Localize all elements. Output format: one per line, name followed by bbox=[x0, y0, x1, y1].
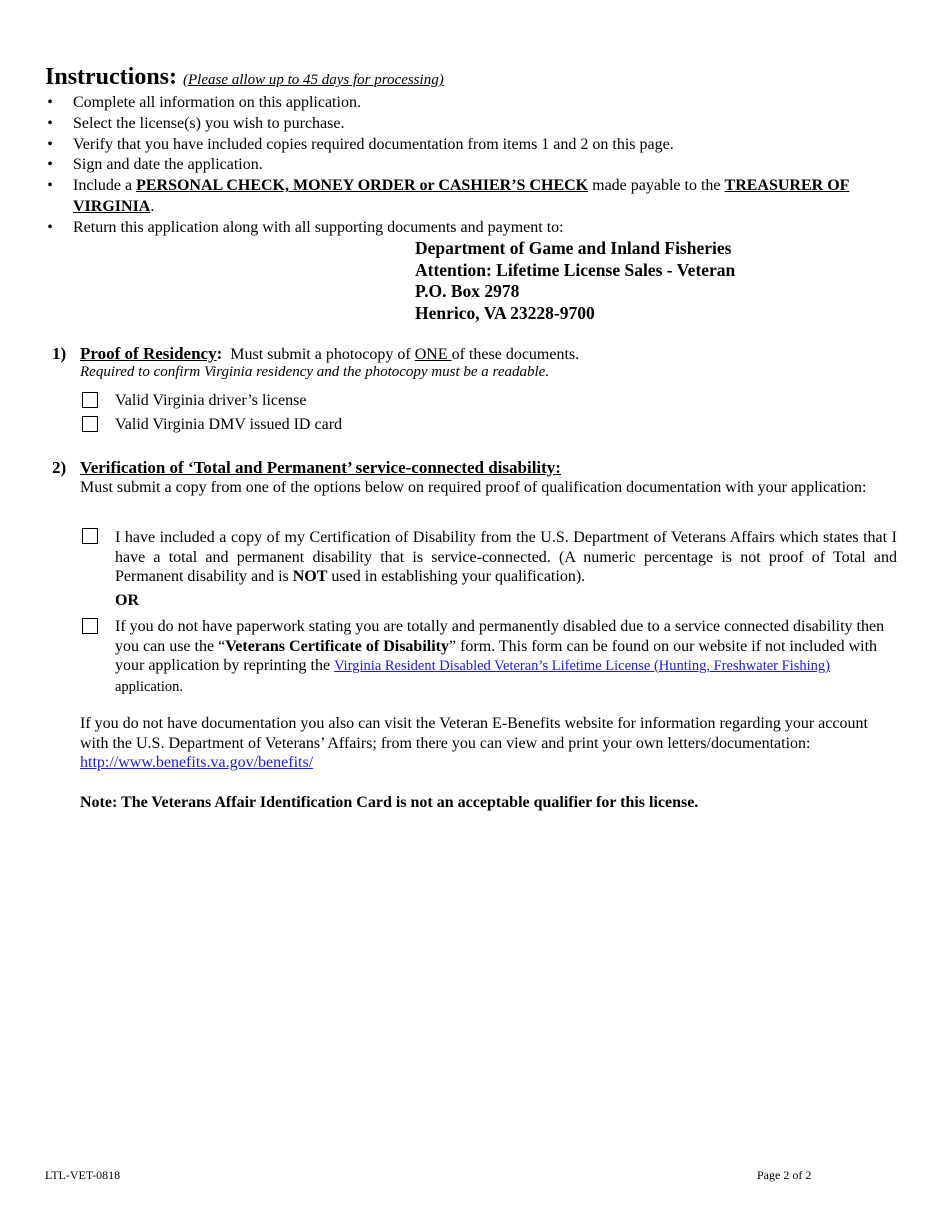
dmv-id-checkbox[interactable] bbox=[82, 416, 98, 432]
va-certification-label: I have included a copy of my Certification of Disability from the U.S. Department of Veterans Affairs which states that I have a total and permanent disability that is service-connected. (A numeric percentage is not proof of Total and Permanent disability and is NOT used in establishing your qualification). bbox=[115, 529, 897, 585]
disabled-veteran-license-link[interactable]: Virginia Resident Disabled Veteran’s Lifetime License (Hunting, Freshwater Fishing) bbox=[334, 658, 830, 674]
mailing-address: Department of Game and Inland Fisheries Attention: Lifetime License Sales - Veteran P.O. Box 2978 Henrico, VA 23228-9700 bbox=[415, 238, 736, 323]
list-item-return: • Return this application along with all supporting documents and payment to: bbox=[45, 218, 907, 239]
bullet-icon: • bbox=[47, 156, 53, 174]
bullet-icon: • bbox=[47, 135, 53, 153]
processing-note: (Please allow up to 45 days for processing) bbox=[183, 72, 444, 88]
section1-heading: Proof of Residency: Must submit a photocopy of ONE of these documents. bbox=[80, 344, 580, 363]
section2-title: Verification of ‘Total and Permanent’ service-connected disability: bbox=[80, 458, 561, 477]
section2-number: 2) bbox=[52, 458, 67, 477]
payment-methods: PERSONAL CHECK, MONEY ORDER or CASHIER’S CHECK bbox=[136, 177, 589, 195]
drivers-license-checkbox[interactable] bbox=[82, 392, 98, 408]
instructions-heading bbox=[45, 64, 444, 91]
section1-number: 1) bbox=[52, 344, 67, 363]
certificate-form-label: If you do not have paperwork stating you are totally and permanently disabled due to a service connected disability then you can use the “Veterans Certificate of Disability” form. This form can be found on our website if not included with your application by reprinting the Virginia Resident Disabled Veteran’s Lifetime License (Hunting, Freshwater Fishing) application. bbox=[115, 618, 885, 695]
section2-intro: Must submit a copy from one of the options below on required proof of qualification documentation with your application: bbox=[80, 479, 867, 496]
bullet-icon: • bbox=[47, 114, 53, 132]
certificate-form-checkbox[interactable] bbox=[82, 618, 98, 634]
bullet-icon: • bbox=[47, 218, 53, 236]
instructions-title: Instructions: bbox=[45, 64, 178, 90]
section1-title: Proof of Residency bbox=[80, 344, 217, 363]
va-card-note: Note: The Veterans Affair Identification Card is not an acceptable qualifier for this license. bbox=[80, 794, 699, 811]
payee: TREASURER OF VIRGINIA bbox=[73, 177, 850, 215]
bullet-icon: • bbox=[47, 177, 53, 195]
list-item: • Verify that you have included copies required documentation from items 1 and 2 on this page. bbox=[45, 135, 907, 156]
list-item-payment: • Include a PERSONAL CHECK, MONEY ORDER or CASHIER’S CHECK made payable to the TREASURER OF VIRGINIA. bbox=[45, 176, 907, 218]
list-item: • Complete all information on this application. bbox=[45, 93, 907, 114]
va-certification-checkbox[interactable] bbox=[82, 528, 98, 544]
drivers-license-label: Valid Virginia driver’s license bbox=[115, 392, 307, 409]
list-item: • Sign and date the application. bbox=[45, 155, 907, 176]
instructions-list bbox=[45, 93, 907, 239]
form-id: LTL-VET-0818 bbox=[45, 1168, 121, 1182]
page-number: Page 2 of 2 bbox=[757, 1168, 812, 1182]
ebenefits-link[interactable]: http://www.benefits.va.gov/benefits/ bbox=[80, 754, 314, 771]
or-separator: OR bbox=[115, 592, 139, 609]
section1-note: Required to confirm Virginia residency and the photocopy must be a readable. bbox=[80, 364, 550, 380]
ebenefits-paragraph: If you do not have documentation you also can visit the Veteran E-Benefits website for information regarding your account with the U.S. Department of Veterans’ Affairs; from there you can view and print your own letters/documentation: http://www.benefits.va.gov/benefits/ bbox=[80, 715, 868, 771]
bullet-icon: • bbox=[47, 94, 53, 111]
list-item: • Select the license(s) you wish to purchase. bbox=[45, 114, 907, 135]
dmv-id-label: Valid Virginia DMV issued ID card bbox=[115, 416, 343, 433]
